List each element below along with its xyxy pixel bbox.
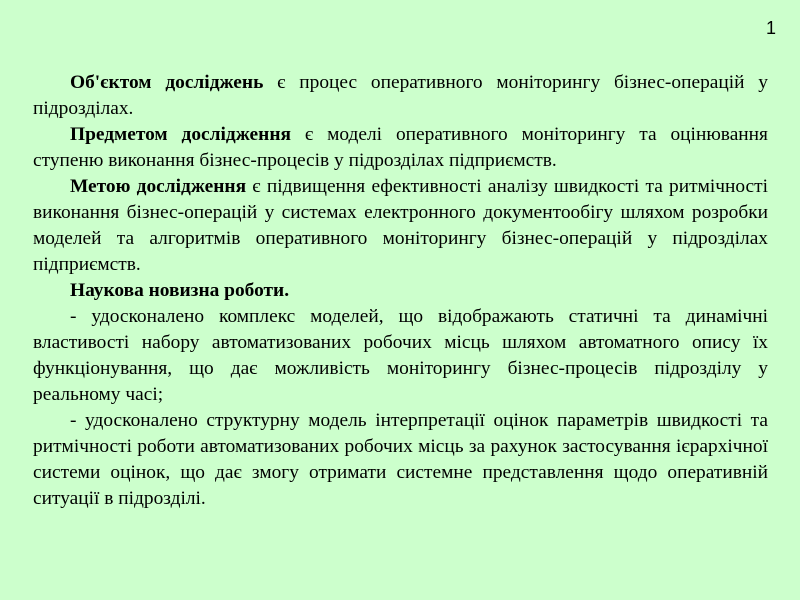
object-paragraph — [33, 70, 768, 122]
novelty-heading-paragraph — [33, 278, 768, 304]
subject-term: Предметом дослідження — [70, 124, 291, 145]
novelty-heading: Наукова новизна роботи. — [70, 280, 290, 301]
page-number: 1 — [765, 18, 776, 38]
object-term: Об'єктом досліджень — [70, 72, 264, 93]
novelty-item: - удосконалено комплекс моделей, що відображають статичні та динамічні властивості набору автоматизованих робочих місць шляхом автоматного опису їх функціонування, що дає можливість моніторингу бізнес-процесів підрозділу у реальному часі; — [33, 306, 768, 405]
goal-text: є підвищення ефективності аналізу швидкості та ритмічності виконання бізнес-операцій у системах електронного документообігу шляхом розробки моделей та алгоритмів оперативного моніторингу бізнес-операцій у підрозділах підприємств. — [33, 176, 768, 275]
goal-paragraph — [33, 174, 768, 278]
object-text: є процес оперативного моніторингу бізнес-операцій у підрозділах. — [33, 72, 768, 119]
document-body — [33, 70, 768, 512]
goal-term: Метою дослідження — [70, 176, 247, 197]
novelty-item: - удосконалено структурну модель інтерпретації оцінок параметрів швидкості та ритмічності роботи автоматизованих робочих місць за рахунок застосування ієрархічної системи оцінок, що дає змогу отримати системне представлення щодо оперативній ситуації в підрозділі. — [33, 410, 768, 509]
subject-text: є моделі оперативного моніторингу та оцінювання ступеню виконання бізнес-процесів у підрозділах підприємств. — [33, 124, 768, 171]
subject-paragraph — [33, 122, 768, 174]
